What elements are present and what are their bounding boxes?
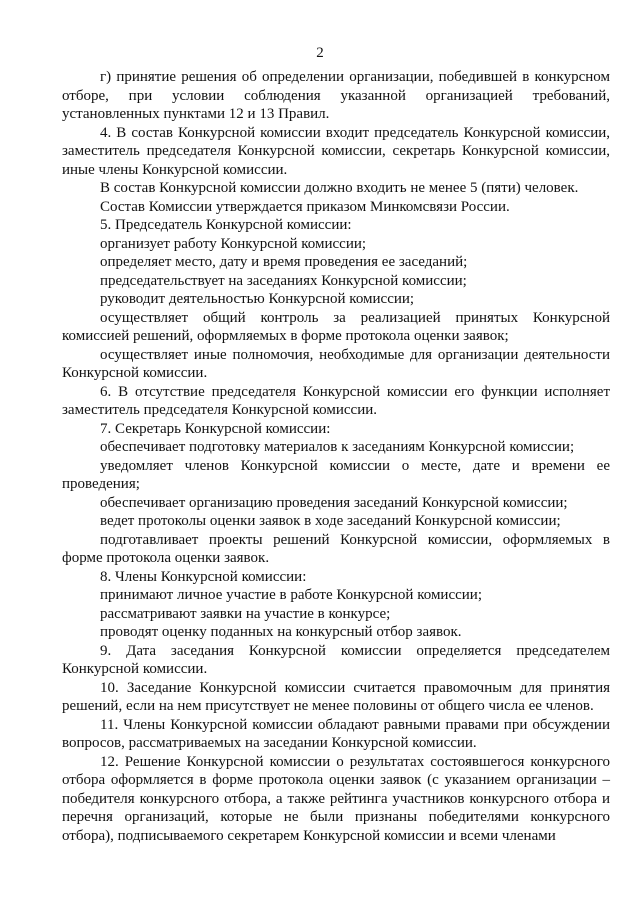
paragraph-21: рассматривают заявки на участие в конкурсе; — [100, 605, 391, 622]
paragraph-22: проводят оценку поданных на конкурсный отбор заявок. — [100, 624, 462, 640]
paragraph-24: 10. Заседание Конкурсной комиссии считается правомочным для принятия решений, если на нем присутствует не менее половины от общего числа ее членов. — [62, 679, 610, 714]
paragraph-10: осуществляет общий контроль за реализацией принятых Конкурсной комиссией решений, оформляемых в форме протокола оценки заявок; — [62, 309, 610, 344]
paragraph-2: 4. В состав Конкурсной комиссии входит председатель Конкурсной комиссии, заместитель председателя Конкурсной комиссии, секретарь Конкурсной комиссии, иные члены Конкурсной комиссии. — [62, 124, 610, 178]
paragraph-3: В состав Конкурсной комиссии должно входить не менее 5 (пяти) человек. — [100, 180, 579, 196]
paragraph-12: 6. В отсутствие председателя Конкурсной комиссии его функции исполняет заместитель председателя Конкурсной комиссии. — [62, 383, 610, 418]
paragraph-7: определяет место, дату и время проведения ее заседаний; — [100, 254, 468, 270]
paragraph-1: г) принятие решения об определении организации, победившей в конкурсном отборе, при условии соблюдения указанной организацией требований, установленных пунктами 12 и 13 Правил. — [62, 69, 610, 122]
paragraph-13: 7. Секретарь Конкурсной комиссии: — [100, 420, 331, 437]
paragraph-5: 5. Председатель Конкурсной комиссии: — [100, 217, 352, 233]
paragraph-17: ведет протоколы оценки заявок в ходе заседаний Конкурсной комиссии; — [100, 513, 561, 529]
paragraph-11: осуществляет иные полномочия, необходимые для организации деятельности Конкурсной комиссии. — [62, 346, 610, 381]
paragraph-9: руководит деятельностью Конкурсной комиссии; — [100, 291, 415, 307]
document-body — [62, 68, 610, 845]
page-number: 2 — [316, 45, 324, 61]
paragraph-14: обеспечивает подготовку материалов к заседаниям Конкурсной комиссии; — [100, 439, 575, 455]
paragraph-25: 11. Члены Конкурсной комиссии обладают равными правами при обсуждении вопросов, рассматриваемых на заседании Конкурсной комиссии. — [62, 716, 610, 751]
paragraph-6: организует работу Конкурсной комиссии; — [100, 235, 367, 252]
paragraph-19: 8. Члены Конкурсной комиссии: — [100, 568, 307, 585]
paragraph-8: председательствует на заседаниях Конкурсной комиссии; — [100, 272, 467, 289]
paragraph-16: обеспечивает организацию проведения заседаний Конкурсной комиссии; — [100, 494, 568, 511]
paragraph-15: уведомляет членов Конкурсной комиссии о месте, дате и времени ее проведения; — [62, 457, 610, 492]
paragraph-20: принимают личное участие в работе Конкурсной комиссии; — [100, 587, 483, 603]
paragraph-23: 9. Дата заседания Конкурсной комиссии определяется председателем Конкурсной комиссии. — [62, 642, 610, 677]
paragraph-18: подготавливает проекты решений Конкурсной комиссии, оформляемых в форме протокола оценки заявок. — [62, 531, 610, 566]
paragraph-26: 12. Решение Конкурсной комиссии о результатах состоявшегося конкурсного отбора оформляется в форме протокола оценки заявок (с указанием организации – победителя конкурсного отбора, а также рейтинга участников конкурсного отбора и перечня организаций, которые не были признаны победителями конкурсного отбора), подписываемого секретарем Конкурсной комиссии и всеми членами — [62, 753, 610, 844]
paragraph-4: Состав Комиссии утверждается приказом Минкомсвязи России. — [100, 198, 510, 215]
